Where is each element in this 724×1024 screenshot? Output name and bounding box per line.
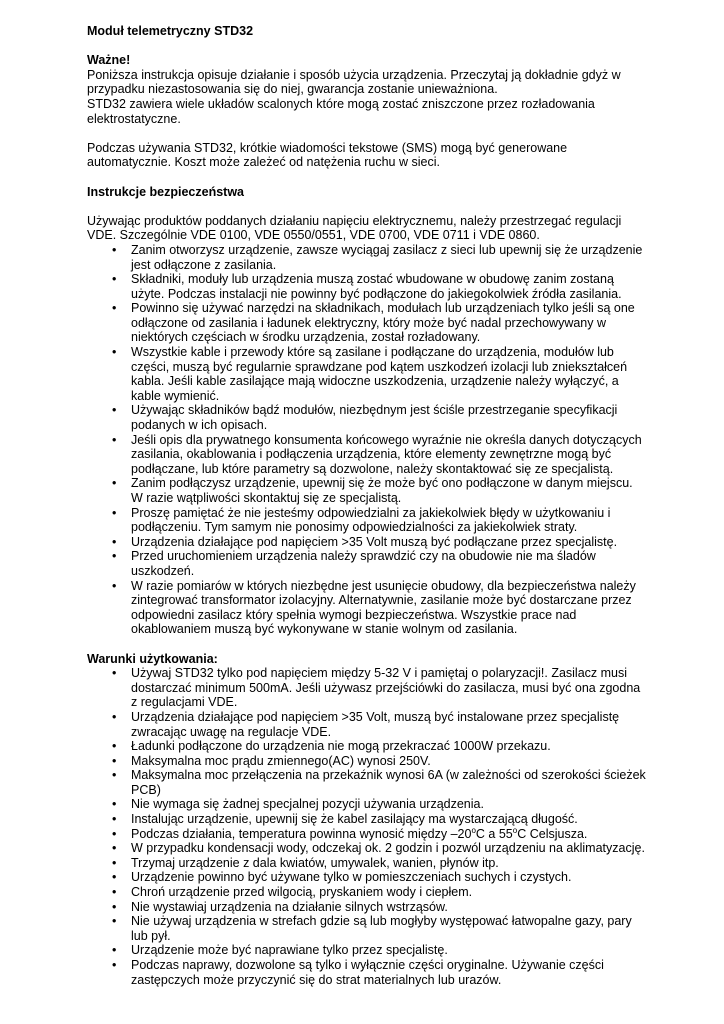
usage-list-item: • Chroń urządzenie przed wilgocią, pryskaniem wody i ciepłem. (87, 885, 647, 900)
usage-heading: Warunki użytkowania: (87, 651, 218, 666)
usage-list-item: • Nie używaj urządzenia w strefach gdzie są lub mogłyby występować łatwopalne gazy, pary lub pył. (87, 914, 647, 943)
safety-list-item: • Zanim podłączysz urządzenie, upewnij się że może być ono podłączone w danym miejscu. W razie wątpliwości skontaktuj się ze specjalistą. (87, 476, 647, 505)
usage-list-item: • Podczas naprawy, dozwolone są tylko i wyłącznie części oryginalne. Używanie części zastępczych może przyczynić się do strat materialnych lub urazów. (87, 958, 647, 987)
safety-list-item: • Wszystkie kable i przewody które są zasilane i podłączane do urządzenia, modułów lub części, muszą być regularnie sprawdzane pod kątem uszkodzeń izolacji lub zniekształceń kabla. Jeśli kable zasilające mają widoczne uszkodzenia, urządzenie należy wyłączyć, a kable wymienić. (87, 345, 647, 403)
safety-heading: Instrukcje bezpieczeństwa (87, 184, 245, 199)
sms-text: Podczas używania STD32, krótkie wiadomości tekstowe (SMS) mogą być generowane automatycznie. Koszt może zależeć od natężenia ruchu w sieci. (87, 140, 568, 170)
important-heading: Ważne! (87, 53, 131, 68)
safety-list-item: • Zanim otworzysz urządzenie, zawsze wyciągaj zasilacz z sieci lub upewnij się że urządzenie jest odłączone z zasilania. (87, 243, 647, 272)
usage-list-item: • Trzymaj urządzenie z dala kwiatów, umywalek, wanien, płynów itp. (87, 856, 647, 871)
spacer (87, 170, 647, 185)
usage-list-item-temperature (87, 827, 647, 842)
usage-list-item: • Ładunki podłączone do urządzenia nie mogą przekraczać 1000W przekazu. (87, 739, 647, 754)
temp-text-after: C Celsjusza. (517, 826, 588, 841)
usage-list-item: • Nie wystawiaj urządzenia na działanie silnych wstrząsów. (87, 900, 647, 915)
safety-list-item: • Przed uruchomieniem urządzenia należy sprawdzić czy na obudowie nie ma śladów uszkodzeń. (87, 549, 647, 578)
document-title: Moduł telemetryczny STD32 (87, 24, 254, 38)
important-text-2: STD32 zawiera wiele układów scalonych które mogą zostać zniszczone przez rozładowania elektrostatyczne. (87, 96, 595, 126)
spacer (87, 126, 647, 141)
usage-list (87, 666, 647, 987)
safety-list-item: • Składniki, moduły lub urządzenia muszą zostać wbudowane w obudowę zanim zostaną użyte. Podczas instalacji nie powinny być podłączone do jakiegokolwiek źródła zasilania. (87, 272, 647, 301)
document-page (87, 24, 647, 987)
safety-intro: Używając produktów poddanych działaniu napięciu elektrycznemu, należy przestrzegać regulacji VDE. Szczególnie VDE 0100, VDE 0550/0551, VDE 0700, VDE 0711 i VDE 0860. (87, 213, 622, 243)
spacer (87, 199, 647, 214)
usage-list-item: • Urządzenie może być naprawiane tylko przez specjalistę. (87, 943, 647, 958)
usage-list-item: • Nie wymaga się żadnej specjalnej pozycji używania urządzenia. (87, 797, 647, 812)
safety-list-item: • W razie pomiarów w których niezbędne jest usunięcie obudowy, dla bezpieczeństwa należy zintegrować transformator izolacyjny. Alternatywnie, zasilanie może być dostarczane przez odpowiedni zasilacz który spełnia wymogi bezpieczeństwa. Wszystkie prace nad okablowaniem muszą być wykonywane w stanie wolnym od zasilania. (87, 579, 647, 637)
safety-list-item: • Urządzenia działające pod napięciem >35 Volt muszą być podłączane przez specjalistę. (87, 535, 647, 550)
safety-list-item: • Jeśli opis dla prywatnego konsumenta końcowego wyraźnie nie określa danych dotyczących zasilania, okablowania i podłączenia urządzenia, które elementy zewnętrzne mogą być podłączane, lub które parametry są dozwolone, należy skontaktować się ze specjalistą. (87, 433, 647, 477)
spacer (87, 637, 647, 652)
usage-list-item: • Instalując urządzenie, upewnij się że kabel zasilający ma wystarczającą długość. (87, 812, 647, 827)
temp-text-middle: C a 55 (475, 826, 513, 841)
usage-list-item: • W przypadku kondensacji wody, odczekaj ok. 2 godzin i pozwól urządzeniu na aklimatyzację. (87, 841, 647, 856)
usage-list-item: • Urządzenie powinno być używane tylko w pomieszczeniach suchych i czystych. (87, 870, 647, 885)
important-text-1: Poniższa instrukcja opisuje działanie i sposób użycia urządzenia. Przeczytaj ją dokładnie gdyż w przypadku niezastosowania się do niej, gwarancja zostanie unieważniona. (87, 67, 621, 97)
usage-list-item: • Używaj STD32 tylko pod napięciem między 5-32 V i pamiętaj o polaryzacji!. Zasilacz musi dostarczać minimum 500mA. Jeśli używasz przejściówki do zasilacza, musi być ona zgodna z regulacjami VDE. (87, 666, 647, 710)
degree-mark: o (512, 825, 518, 835)
degree-mark: o (471, 825, 476, 835)
safety-list (87, 243, 647, 637)
safety-list-item: • Używając składników bądź modułów, niezbędnym jest ściśle przestrzeganie specyfikacji podanych w ich opisach. (87, 403, 647, 432)
safety-list-item: • Powinno się używać narzędzi na składnikach, modułach lub urządzeniach tylko jeśli są one odłączone od zasilania i ładunek elektryczny, który może być nadal przechowywany w niektórych częściach w środku urządzenia, został rozładowany. (87, 301, 647, 345)
usage-list-item: • Maksymalna moc przełączenia na przekaźnik wynosi 6A (w zależności od szerokości ścieżek PCB) (87, 768, 647, 797)
usage-list-item: • Urządzenia działające pod napięciem >35 Volt, muszą być instalowane przez specjalistę zwracając uwagę na regulacje VDE. (87, 710, 647, 739)
temp-text-before: Podczas działania, temperatura powinna wynosić między –20 (131, 826, 472, 841)
usage-list-item: • Maksymalna moc prądu zmiennego(AC) wynosi 250V. (87, 754, 647, 769)
safety-list-item: • Proszę pamiętać że nie jesteśmy odpowiedzialni za jakiekolwiek błędy w użytkowaniu i podłączeniu. Tym samym nie ponosimy odpowiedzialności za jakiekolwiek straty. (87, 506, 647, 535)
